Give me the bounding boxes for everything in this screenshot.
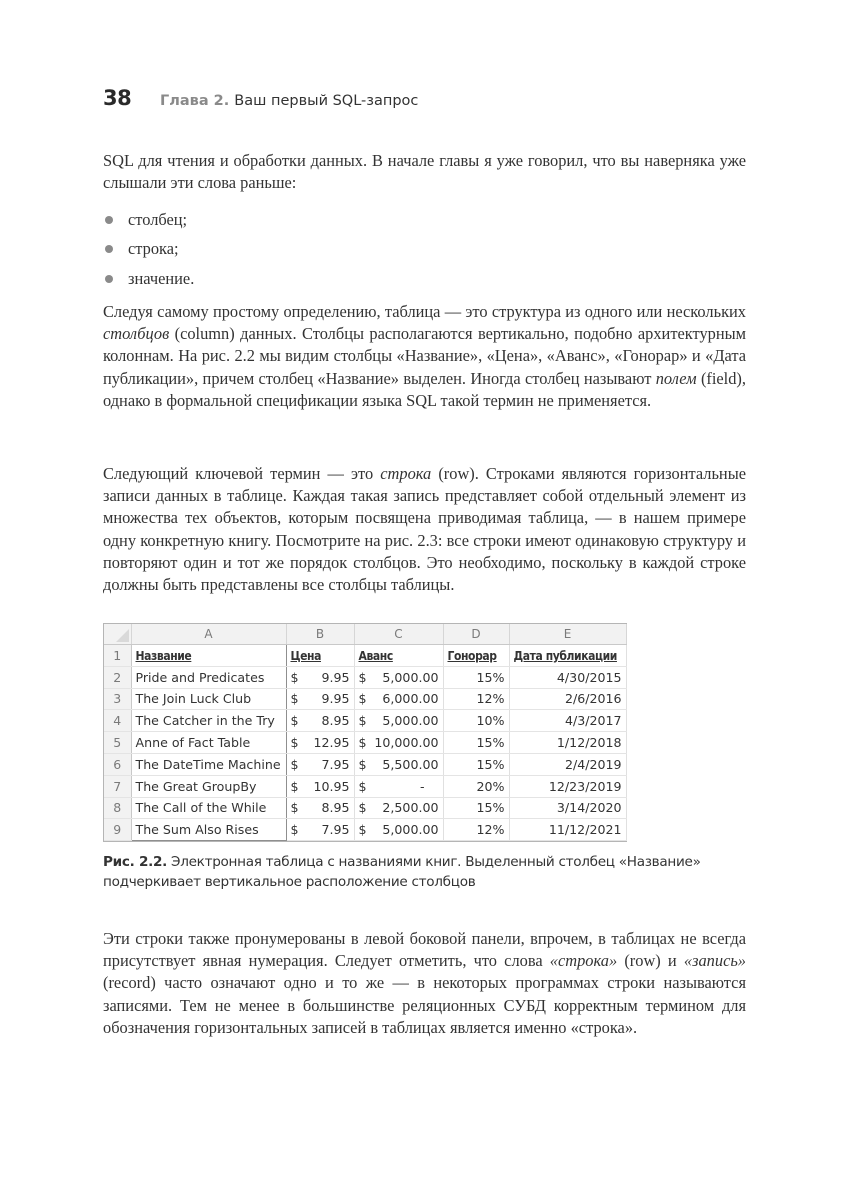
emphasis-term: строка: [380, 464, 432, 483]
list-item: значение.: [103, 264, 194, 294]
column-header-e[interactable]: E: [509, 624, 626, 645]
royalty-cell[interactable]: 20%: [443, 775, 509, 797]
amount: 5,000.00: [382, 822, 439, 838]
table-row: [104, 710, 626, 732]
title-cell[interactable]: The DateTime Machine: [131, 753, 286, 775]
money-value: [359, 735, 439, 750]
price-cell[interactable]: [286, 688, 354, 710]
money-value: [359, 691, 439, 706]
term-list: [103, 205, 194, 294]
royalty-cell[interactable]: 15%: [443, 797, 509, 819]
table-row: [104, 688, 626, 710]
money-value: [291, 779, 350, 794]
amount: 9.95: [321, 691, 350, 707]
table-row: [104, 819, 626, 841]
select-all-icon: [116, 629, 129, 642]
caption-label: Рис. 2.2.: [103, 854, 167, 870]
amount: 5,500.00: [382, 756, 439, 772]
row-header[interactable]: 9: [104, 819, 131, 841]
paragraph-intro: SQL для чтения и обработки данных. В начале главы я уже говорил, что вы наверняка уже слышали эти слова раньше:: [103, 151, 746, 193]
currency-symbol: $: [358, 778, 367, 794]
page-number: 38: [103, 86, 132, 110]
header-cell[interactable]: [509, 645, 626, 667]
currency-symbol: $: [290, 735, 299, 751]
select-all-corner[interactable]: [104, 624, 131, 645]
amount: 7.95: [321, 756, 350, 772]
price-cell[interactable]: [286, 753, 354, 775]
amount: -: [419, 778, 425, 794]
amount: 2,500.00: [382, 800, 439, 816]
title-cell[interactable]: Anne of Fact Table: [131, 732, 286, 754]
advance-cell[interactable]: [354, 819, 443, 841]
table-row: [104, 645, 626, 667]
advance-cell[interactable]: [354, 732, 443, 754]
royalty-cell[interactable]: 15%: [443, 753, 509, 775]
royalty-cell[interactable]: 15%: [443, 666, 509, 688]
currency-symbol: $: [358, 669, 367, 685]
row-header[interactable]: 7: [104, 775, 131, 797]
column-header-row: [104, 624, 626, 645]
advance-cell[interactable]: [354, 688, 443, 710]
list-item: столбец;: [103, 205, 194, 235]
table-row: [104, 666, 626, 688]
money-value: [291, 670, 350, 685]
column-name: Гонорар: [447, 648, 497, 663]
date-cell[interactable]: 1/12/2018: [509, 732, 626, 754]
currency-symbol: $: [290, 822, 299, 838]
currency-symbol: $: [290, 756, 299, 772]
row-header[interactable]: 4: [104, 710, 131, 732]
running-head: [103, 86, 418, 112]
currency-symbol: $: [358, 735, 367, 751]
header-cell[interactable]: [443, 645, 509, 667]
figure-caption: [103, 852, 746, 892]
amount: 6,000.00: [382, 691, 439, 707]
paragraph-records: Эти строки также пронумерованы в левой боковой панели, впрочем, в таблицах не всегда присутствует явная нумерация. Следует отметить, что слова «строка» (row) и «запись» (record) часто означают одно и то же — в некоторых программах строки называются записями. Тем не менее в большинстве реляционных СУБД корректным термином для обозначения горизонтальных записей в таблицах является именно «строка».: [103, 929, 746, 1037]
royalty-cell[interactable]: 10%: [443, 710, 509, 732]
emphasis-term: «запись»: [683, 951, 746, 971]
spreadsheet-table: [104, 624, 627, 841]
emphasis-term: полем: [655, 368, 697, 388]
royalty-cell[interactable]: 12%: [443, 819, 509, 841]
currency-symbol: $: [290, 778, 299, 794]
royalty-cell[interactable]: 12%: [443, 688, 509, 710]
table-row: [104, 753, 626, 775]
price-cell[interactable]: [286, 732, 354, 754]
column-header-c[interactable]: C: [354, 624, 443, 645]
amount: 10.95: [313, 778, 350, 794]
bullet-icon: [105, 245, 113, 253]
price-cell[interactable]: [286, 819, 354, 841]
currency-symbol: $: [358, 756, 367, 772]
list-item: строка;: [103, 235, 194, 265]
amount: 12.95: [313, 735, 350, 751]
title-cell[interactable]: The Join Luck Club: [131, 688, 286, 710]
currency-symbol: $: [358, 800, 367, 816]
chapter-label: Глава 2.: [160, 93, 230, 109]
money-value: [359, 779, 439, 794]
currency-symbol: $: [358, 822, 367, 838]
money-value: [359, 800, 439, 815]
title-cell[interactable]: The Catcher in the Try: [131, 710, 286, 732]
price-cell[interactable]: [286, 666, 354, 688]
amount: 5,000.00: [382, 669, 439, 685]
money-value: [291, 735, 350, 750]
currency-symbol: $: [290, 713, 299, 729]
amount: 7.95: [321, 822, 350, 838]
money-value: [359, 757, 439, 772]
title-cell[interactable]: The Sum Also Rises: [131, 819, 286, 841]
currency-symbol: $: [358, 691, 367, 707]
currency-symbol: $: [358, 713, 367, 729]
currency-symbol: $: [290, 669, 299, 685]
spreadsheet-figure: [103, 623, 627, 842]
date-cell[interactable]: 4/3/2017: [509, 710, 626, 732]
date-cell[interactable]: 3/14/2020: [509, 797, 626, 819]
title-cell[interactable]: The Call of the While: [131, 797, 286, 819]
date-cell[interactable]: 2/6/2016: [509, 688, 626, 710]
column-header-a[interactable]: A: [131, 624, 286, 645]
header-cell[interactable]: [286, 645, 354, 667]
column-name: Цена: [290, 648, 321, 663]
price-cell[interactable]: [286, 710, 354, 732]
money-value: [359, 713, 439, 728]
header-cell[interactable]: [354, 645, 443, 667]
bullet-icon: [105, 275, 113, 283]
money-value: [291, 757, 350, 772]
column-header-d[interactable]: D: [443, 624, 509, 645]
row-header[interactable]: 6: [104, 753, 131, 775]
column-name: Аванс: [358, 648, 393, 663]
money-value: [291, 691, 350, 706]
advance-cell[interactable]: [354, 666, 443, 688]
advance-cell[interactable]: [354, 797, 443, 819]
caption-text: Электронная таблица с названиями книг. Выделенный столбец «Название» подчеркивает вертикальное расположение столбцов: [103, 854, 701, 890]
table-row: [104, 775, 626, 797]
header-cell[interactable]: [131, 645, 286, 667]
price-cell[interactable]: [286, 775, 354, 797]
row-header[interactable]: 8: [104, 797, 131, 819]
column-header-b[interactable]: B: [286, 624, 354, 645]
royalty-cell[interactable]: 15%: [443, 732, 509, 754]
column-name: Дата публикации: [513, 648, 617, 663]
bullet-icon: [105, 216, 113, 224]
row-header[interactable]: 3: [104, 688, 131, 710]
money-value: [291, 800, 350, 815]
date-cell[interactable]: 2/4/2019: [509, 753, 626, 775]
row-header[interactable]: 1: [104, 645, 131, 667]
price-cell[interactable]: [286, 797, 354, 819]
table-row: [104, 797, 626, 819]
paragraph-rows: Следующий ключевой термин — это строка (row). Строками являются горизонтальные записи данных в таблице. Каждая такая запись представляет собой отдельный элемент из множества тех объектов, которым посвящена приводимая таблица, — в нашем примере одну конкретную книгу. Посмотрите на рис. 2.3: все строки имеют одинаковую структуру и повторяют один и тот же порядок столбцов. Это необходимо, поскольку в каждой строке должны быть представлены все столбцы таблицы.: [103, 464, 746, 595]
date-cell[interactable]: 12/23/2019: [509, 775, 626, 797]
advance-cell[interactable]: [354, 753, 443, 775]
money-value: [291, 713, 350, 728]
date-cell[interactable]: 11/12/2021: [509, 819, 626, 841]
advance-cell[interactable]: [354, 710, 443, 732]
row-header[interactable]: 2: [104, 666, 131, 688]
amount: 8.95: [321, 800, 350, 816]
money-value: [291, 822, 350, 837]
title-cell[interactable]: Pride and Predicates: [131, 666, 286, 688]
advance-cell[interactable]: [354, 775, 443, 797]
row-header[interactable]: 5: [104, 732, 131, 754]
chapter-title: Ваш первый SQL-запрос: [234, 93, 419, 109]
amount: 9.95: [321, 669, 350, 685]
currency-symbol: $: [290, 691, 299, 707]
amount: 5,000.00: [382, 713, 439, 729]
money-value: [359, 670, 439, 685]
amount: 10,000.00: [374, 735, 439, 751]
title-cell[interactable]: The Great GroupBy: [131, 775, 286, 797]
emphasis-term: столбцов: [103, 324, 170, 344]
amount: 8.95: [321, 713, 350, 729]
table-row: [104, 732, 626, 754]
money-value: [359, 822, 439, 837]
column-name: Название: [135, 648, 192, 663]
currency-symbol: $: [290, 800, 299, 816]
paragraph-columns: Следуя самому простому определению, таблица — это структура из одного или нескольких столбцов (column) данных. Столбцы располагаются вертикально, подобно архитектурным колоннам. На рис. 2.2 мы видим столбцы «Название», «Цена», «Аванс», «Гонорар» и «Дата публикации», причем столбец «Название» выделен. Иногда столбец называют полем (field), однако в формальной спецификации языка SQL такой термин не применяется.: [103, 302, 746, 410]
emphasis-term: «строка»: [549, 951, 618, 971]
date-cell[interactable]: 4/30/2015: [509, 666, 626, 688]
